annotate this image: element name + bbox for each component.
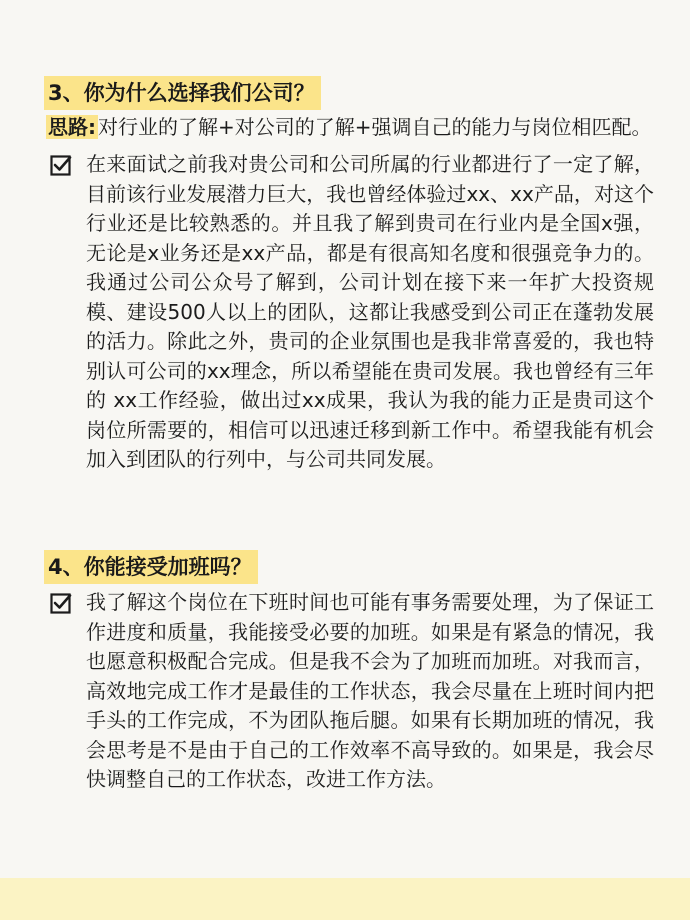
checkbox-checked-icon	[50, 592, 72, 614]
question-3-heading: 3、你为什么选择我们公司？	[44, 76, 321, 110]
idea-line	[44, 112, 654, 142]
answer-text: 在来面试之前我对贵公司和公司所属的行业都进行了一定了解，目前该行业发展潜力巨大，我也曾经体验过xx、xx产品，对这个行业还是比较熟悉的。并且我了解到贵司在行业内是全国x强，无论是x业务还是xx产品，都是有很高知名度和很强竞争力的。我通过公司公众号了解到，公司计划在接下来一年扩大投资规模、建设500人以上的团队，这都让我感受到公司正在蓬勃发展的活力。除此之外，贵司的企业氛围也是我非常喜爱的，我也特别认可公司的xx理念，所以希望能在贵司发展。我也曾经有三年的 xx工作经验，做出过xx成果，我认为我的能力正是贵司这个岗位所需要的，相信可以迅速迁移到新工作中。希望我能有机会加入到团队的行列中，与公司共同发展。	[86, 152, 654, 471]
bottom-band	[0, 878, 690, 920]
question-4-section	[44, 550, 654, 795]
idea-label: 思路:	[48, 115, 96, 139]
answer-text: 我了解这个岗位在下班时间也可能有事务需要处理，为了保证工作进度和质量，我能接受必要的加班。如果是有紧急的情况，我也愿意积极配合完成。但是我不会为了加班而加班。对我而言，高效地完成工作才是最佳的工作状态，我会尽量在上班时间内把手头的工作完成，不为团队拖后腿。如果有长期加班的情况，我会思考是不是由于自己的工作效率不高导致的。如果是，我会尽快调整自己的工作状态，改进工作方法。	[86, 590, 654, 791]
question-3-answer	[44, 150, 654, 475]
checkbox-checked-icon	[50, 154, 72, 176]
question-3-section	[44, 76, 654, 475]
idea-text: 对行业的了解+对公司的了解+强调自己的能力与岗位相匹配。	[98, 115, 652, 139]
question-4-answer	[44, 588, 654, 795]
question-4-heading: 4、你能接受加班吗？	[44, 550, 258, 584]
